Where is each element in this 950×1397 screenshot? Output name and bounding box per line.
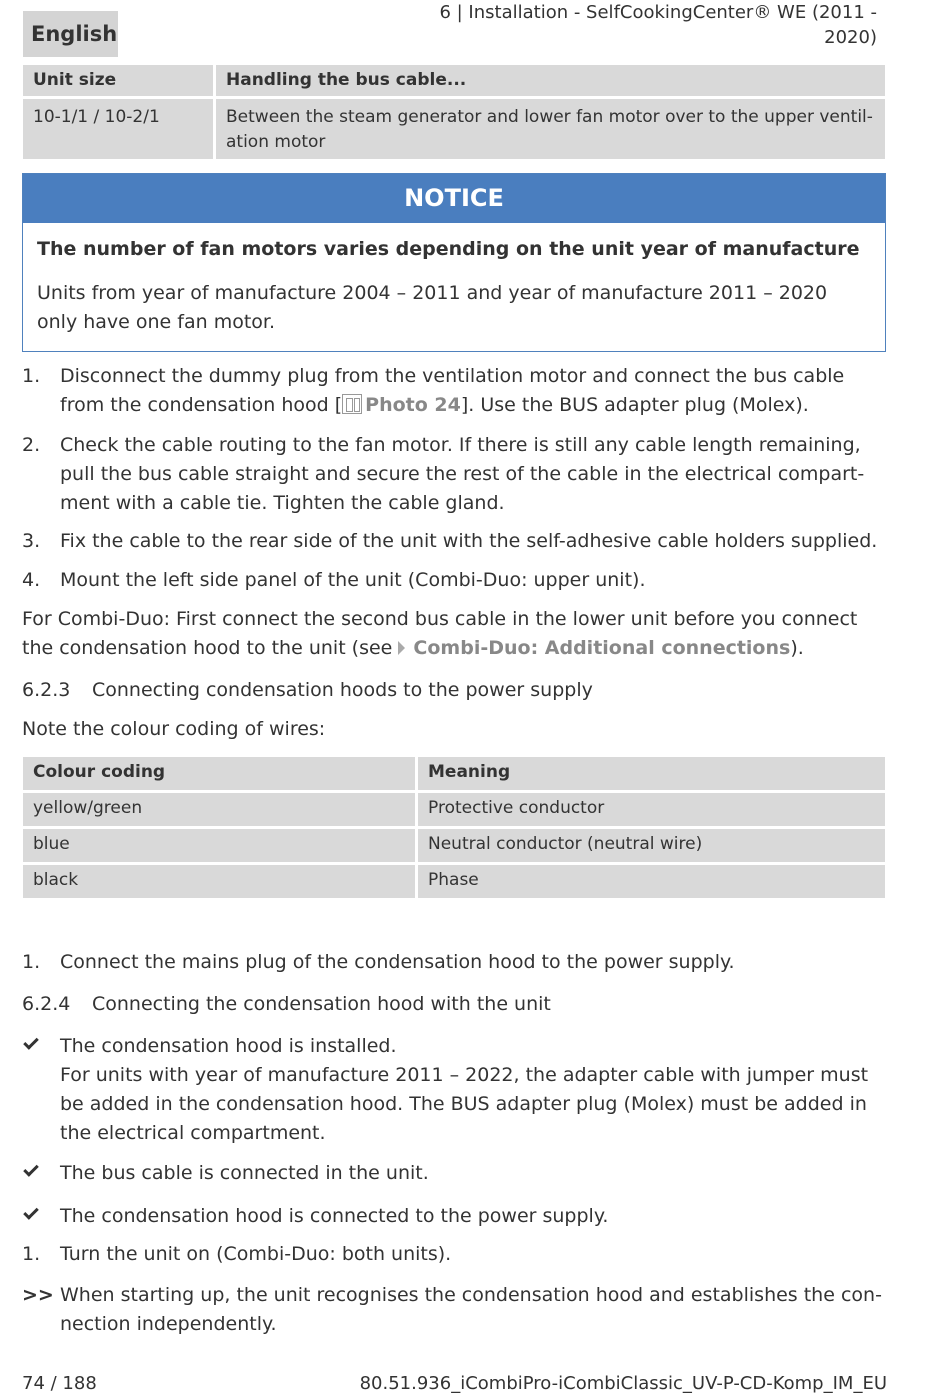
result-marker: >> <box>22 1284 54 1306</box>
prerequisite-text: The condensation hood is connected to the power supply. <box>60 1205 609 1227</box>
unit-size-table <box>20 62 888 162</box>
section-number: 6.2.4 <box>22 993 71 1015</box>
table-cell: Between the steam generator and lower fan motor over to the upper ventil-ation motor <box>216 99 885 159</box>
table-cell: blue <box>23 829 415 862</box>
note-text-before: For Combi-Duo: First connect the second bus cable in the lower unit before you connect the condensation hood to the unit (see <box>22 608 858 659</box>
section-heading-6-2-3 <box>22 679 593 701</box>
notice-box <box>22 173 886 352</box>
chapter-header-line1: 6 | Installation - SelfCookingCenter® WE (2011 - <box>439 2 877 23</box>
list-item <box>22 431 888 518</box>
list-item <box>22 948 888 977</box>
table-row <box>23 865 885 898</box>
combi-duo-link[interactable]: Combi-Duo: Additional connections <box>413 637 791 659</box>
table-row <box>23 99 885 159</box>
prerequisite-line1: The condensation hood is installed. <box>60 1035 397 1057</box>
colour-coding-table <box>20 754 888 901</box>
notice-body: Units from year of manufacture 2004 – 2011 and year of manufacture 2011 – 2020 only have one fan motor. <box>37 282 828 333</box>
step-number: 2. <box>22 434 41 456</box>
chapter-header-line2: 2020) <box>824 27 877 48</box>
prerequisite-item <box>22 1159 888 1188</box>
step-text: Fix the cable to the rear side of the unit with the self-adhesive cable holders supplied. <box>60 530 878 552</box>
prerequisite-item <box>22 1202 888 1231</box>
colour-intro: Note the colour coding of wires: <box>22 718 326 740</box>
section-number: 6.2.3 <box>22 679 71 701</box>
checkmark-icon <box>23 1161 39 1177</box>
note-text-after: ). <box>790 637 804 659</box>
notice-label: NOTICE <box>23 174 885 223</box>
list-item <box>22 566 888 595</box>
table-header-cell: Meaning <box>418 757 885 790</box>
step-number: 3. <box>22 530 41 552</box>
step-number: 1. <box>22 1243 41 1265</box>
step-text: Check the cable routing to the fan motor. If there is still any cable length remaining, pull the bus cable straight and secure the rest of the cable in the electrical compart-ment with a cable tie. Tighten the cable gland. <box>60 434 865 514</box>
table-cell: Protective conductor <box>418 793 885 826</box>
prerequisite-line2: For units with year of manufacture 2011 – 2022, the adapter cable with jumper must be added in the condensation hood. The BUS adapter plug (Molex) must be added in the electrical compartment. <box>60 1064 869 1144</box>
result-text: When starting up, the unit recognises the condensation hood and establishes the con-nection independently. <box>60 1284 882 1335</box>
cross-reference-arrow-icon <box>398 641 405 655</box>
prerequisite-text <box>60 1032 888 1148</box>
list-item <box>22 527 888 556</box>
result-item <box>22 1281 888 1339</box>
section-title: Connecting the condensation hood with the unit <box>92 993 551 1015</box>
photo-icon <box>342 394 362 414</box>
checkmark-icon <box>23 1034 39 1050</box>
table-cell: Neutral conductor (neutral wire) <box>418 829 885 862</box>
step-text-before: Disconnect the dummy plug from the ventilation motor and connect the bus cable from the condensation hood [ <box>60 365 845 416</box>
table-header-cell: Colour coding <box>23 757 415 790</box>
table-cell: yellow/green <box>23 793 415 826</box>
table-row <box>23 793 885 826</box>
table-header-cell: Unit size <box>23 65 213 96</box>
combi-duo-note <box>22 605 888 663</box>
table-cell: 10-1/1 / 10-2/1 <box>23 99 213 159</box>
step-number: 4. <box>22 569 41 591</box>
list-item <box>22 362 888 420</box>
step-text: Turn the unit on (Combi-Duo: both units). <box>60 1243 452 1265</box>
list-item <box>22 1240 888 1269</box>
step-text-after: ]. Use the BUS adapter plug (Molex). <box>460 394 809 416</box>
step-text: Connect the mains plug of the condensation hood to the power supply. <box>60 951 735 973</box>
step-text <box>60 362 888 420</box>
chapter-header <box>417 0 877 50</box>
table-header-cell: Handling the bus cable... <box>216 65 885 96</box>
table-row <box>23 829 885 862</box>
table-header-row <box>23 65 885 96</box>
section-heading-6-2-4 <box>22 993 551 1015</box>
prerequisite-item <box>22 1032 888 1148</box>
table-header-row <box>23 757 885 790</box>
language-badge: English <box>23 11 118 57</box>
section-title: Connecting condensation hoods to the power supply <box>92 679 593 701</box>
step-number: 1. <box>22 951 41 973</box>
prerequisite-text: The bus cable is connected in the unit. <box>60 1162 429 1184</box>
notice-title: The number of fan motors varies depending on the unit year of manufacture <box>37 238 860 260</box>
step-text: Mount the left side panel of the unit (Combi-Duo: upper unit). <box>60 569 646 591</box>
page-number: 74 / 188 <box>22 1373 97 1394</box>
table-cell: black <box>23 865 415 898</box>
document-id: 80.51.936_iCombiPro-iCombiClassic_UV-P-CD-Komp_IM_EU <box>359 1373 887 1394</box>
step-number: 1. <box>22 365 41 387</box>
photo-link[interactable]: Photo 24 <box>365 394 461 416</box>
table-cell: Phase <box>418 865 885 898</box>
checkmark-icon <box>23 1204 39 1220</box>
